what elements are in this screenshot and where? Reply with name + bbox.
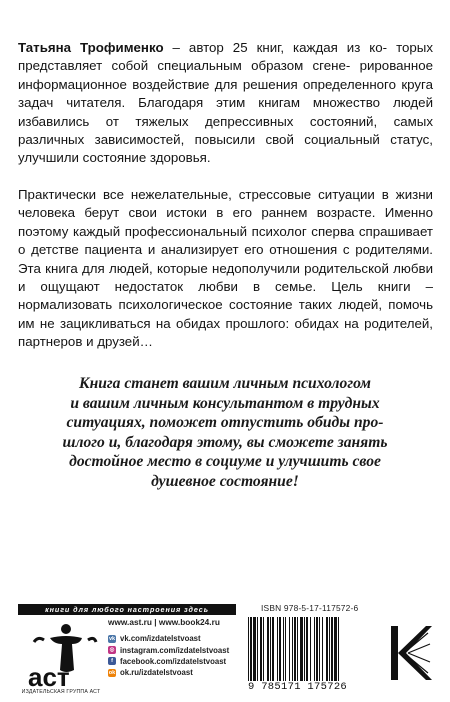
barcode-bar <box>270 617 271 681</box>
publisher-caption: ИЗДАТЕЛЬСКАЯ ГРУППА АСТ <box>21 689 101 695</box>
barcode-bar <box>289 617 290 681</box>
barcode-bar <box>279 617 281 681</box>
barcode-bar <box>285 617 286 681</box>
author-name: Татьяна Трофименко <box>18 40 164 55</box>
ast-logo <box>20 622 100 692</box>
social-link-text: ok.ru/izdatelstvoast <box>120 668 193 678</box>
quote-block <box>30 374 420 492</box>
social-link-odnoklassniki[interactable] <box>108 667 248 678</box>
barcode-bar <box>338 617 339 681</box>
barcode-bar <box>306 617 308 681</box>
isbn-label: ISBN 978-5-17-117572-6 <box>261 603 359 613</box>
instagram-icon: ◎ <box>109 647 115 654</box>
social-link-text: facebook.com/izdatelstvoast <box>120 656 227 666</box>
barcode <box>246 617 378 681</box>
quote-line: душевное состояние! <box>151 472 299 490</box>
barcode-bar <box>272 617 274 681</box>
barcode-bar <box>314 617 315 681</box>
quote-line: и вашим личным консультантом в трудных <box>70 394 380 412</box>
barcode-bar <box>277 617 278 681</box>
barcode-bar <box>329 617 330 681</box>
odnoklassniki-icon: ok <box>108 669 116 676</box>
description-paragraph: Практически все нежелательные, стрессовые ситуации в жизни человека берут свои истоки в его раннем возрасте. Именно поэтому каждый профессиональный психолог сперва спрашивает о детстве пациента и анализирует его отношения с родителями. Эта книга для людей, которые недополучили родительской любви и ощущают недостаток любви в семье. Цель книги – нормализовать психологическое состояние таких людей, помочь им не зацикливаться на обидах прошлого: обидах на родителей, партнеров и друзей… <box>18 187 433 350</box>
barcode-bar <box>334 617 337 681</box>
barcode-bar <box>260 617 262 681</box>
barcode-bar <box>257 617 258 681</box>
barcode-bar <box>319 617 320 681</box>
barcode-bar <box>283 617 284 681</box>
author-paragraph <box>18 39 433 168</box>
barcode-bar <box>326 617 328 681</box>
barcode-bar <box>331 617 333 681</box>
social-link-vk[interactable] <box>108 633 248 644</box>
barcode-digits: 9 785171 175726 <box>248 681 348 693</box>
website-links[interactable]: www.ast.ru | www.book24.ru <box>108 617 220 627</box>
social-link-text: vk.com/izdatelstvoast <box>120 634 201 644</box>
quote-line: шлого и, благодаря этому, вы сможете занять <box>62 433 388 451</box>
vk-icon: vk <box>108 635 116 642</box>
publisher-k-logo <box>388 624 433 682</box>
barcode-bar <box>267 617 269 681</box>
social-link-text: instagram.com/izdatelstvoast <box>120 645 230 655</box>
barcode-bar <box>292 617 293 681</box>
barcode-bar <box>250 617 252 681</box>
barcode-bar <box>248 617 249 681</box>
ast-logo-text: аст <box>28 662 70 692</box>
quote-line: ситуациях, поможет отпустить обиды про- <box>66 414 384 432</box>
facebook-icon: f <box>108 657 116 665</box>
barcode-bar <box>300 617 303 681</box>
barcode-bar <box>322 617 323 681</box>
barcode-bar <box>294 617 296 681</box>
barcode-bar <box>304 617 305 681</box>
barcode-bar <box>263 617 264 681</box>
author-paragraph-line: – автор 25 книг, каждая из ко- <box>163 40 388 55</box>
social-link-instagram[interactable] <box>108 644 248 655</box>
author-paragraph-line: рированное информационное воздействие для решения <box>18 58 433 92</box>
author-paragraph-line: определенного круга задач читателя. Благодаря этим книгам множество людей избавились от тяжелых депрессивных состояний, самых различных зависимостей, повысили свой социальный статус, улучшили состояние здоровья. <box>18 76 434 166</box>
quote-line: достойное место в социуме и улучшить свое <box>69 453 381 471</box>
barcode-bar <box>253 617 256 681</box>
author-paragraph-line: торых представляет собой специальным образом сгене- <box>18 40 433 74</box>
barcode-bar <box>310 617 311 681</box>
barcode-bar <box>316 617 318 681</box>
quote-line: Книга станет вашим личным психологом <box>79 375 371 392</box>
barcode-bar <box>297 617 298 681</box>
series-banner: книги для любого настроения здесь <box>18 604 236 615</box>
publisher-links <box>108 617 248 679</box>
social-link-facebook[interactable] <box>108 656 248 667</box>
